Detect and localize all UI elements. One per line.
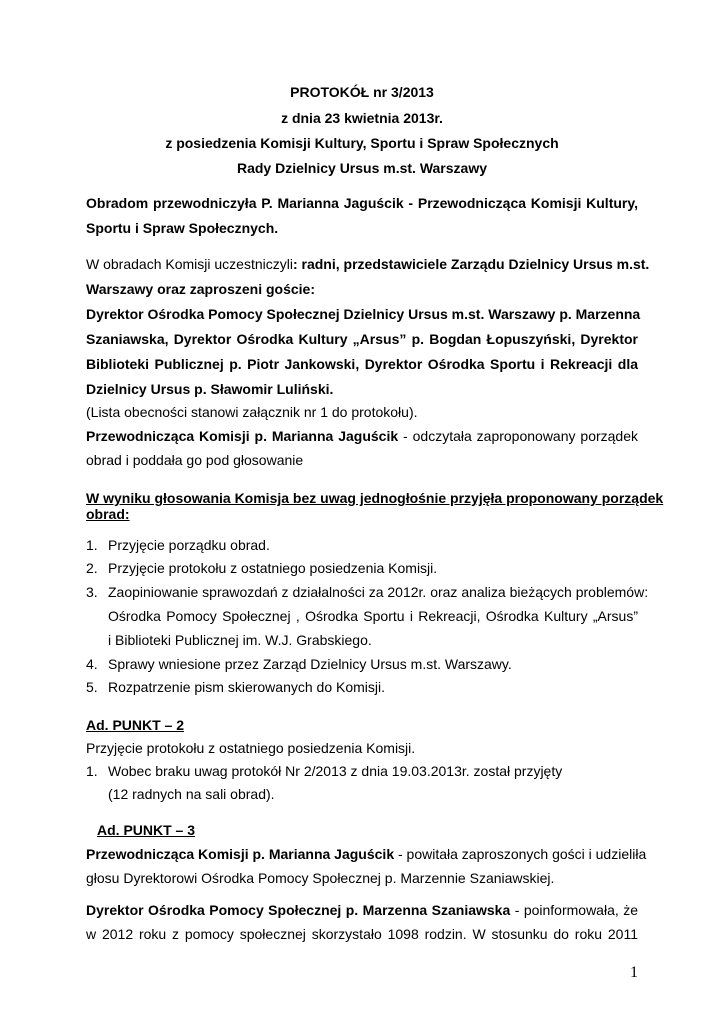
agenda-item-2: Przyjęcie protokołu z ostatniego posiedzenia Komisji.	[108, 560, 438, 576]
participants-line-6: Dzielnicy Ursus p. Sławomir Luliński.	[86, 381, 334, 397]
protocol-committee: z posiedzenia Komisji Kultury, Sportu i Spraw Społecznych	[165, 135, 559, 151]
punkt-2-heading: Ad. PUNKT – 2	[86, 717, 185, 733]
punkt-2-line-2: Wobec braku uwag protokół Nr 2/2013 z dnia 19.03.2013r. został przyjęty	[108, 763, 563, 779]
agenda-item-3-line-2: Ośrodka Pomocy Społecznej , Ośrodka Sportu i Rekreacji, Ośrodka Kultury „Arsus”	[108, 608, 638, 624]
agenda-item-5: Rozpatrzenie pism skierowanych do Komisji.	[108, 679, 385, 695]
chair-name-2: Przewodnicząca Komisji p. Marianna Jaguścik	[86, 846, 395, 862]
greeting-text: - powitała zaproszonych gości i udzieliła	[394, 846, 647, 862]
punkt-3-p1-line-1	[86, 846, 647, 863]
participants-list-start: : radni, przedstawiciele Zarządu Dzielnicy Ursus m.st.	[292, 256, 650, 272]
participants-line-5: Biblioteki Publicznej p. Piotr Jankowski, Dyrektor Ośrodka Sportu i Rekreacji dla	[86, 356, 638, 372]
agenda-item-4: Sprawy wniesione przez Zarząd Dzielnicy Ursus m.st. Warszawy.	[108, 656, 512, 672]
agenda-intro-line-1	[86, 428, 638, 445]
agenda-item-4-number: 4.	[86, 656, 98, 672]
agenda-item-3-line-3: i Biblioteki Publicznej im. W.J. Grabskiego.	[108, 632, 372, 648]
agenda-intro-text: - odczytała zaproponowany porządek	[398, 428, 639, 444]
punkt-2-line-3: (12 radnych na sali obrad).	[108, 786, 275, 802]
agenda-item-3-number: 3.	[86, 584, 98, 600]
punkt-2-line-1: Przyjęcie protokołu z ostatniego posiedzenia Komisji.	[86, 740, 416, 756]
protocol-council: Rady Dzielnicy Ursus m.st. Warszawy	[236, 160, 488, 176]
page-number: 1	[630, 964, 638, 981]
participants-line-1	[86, 256, 650, 273]
vote-result-line-1: W wyniku głosowania Komisja bez uwag jednogłośnie przyjęła proponowany porządek	[86, 490, 664, 506]
participants-line-3: Dyrektor Ośrodka Pomocy Społecznej Dzielnicy Ursus m.st. Warszawy p. Marzenna	[86, 306, 641, 322]
punkt-3-heading: Ad. PUNKT – 3	[97, 822, 196, 838]
attendance-note: (Lista obecności stanowi załącznik nr 1 do protokołu).	[86, 404, 418, 420]
punkt-2-item-number: 1.	[86, 763, 98, 779]
protocol-date: z dnia 23 kwietnia 2013r.	[281, 110, 443, 126]
agenda-item-5-number: 5.	[86, 679, 98, 695]
participants-line-2: Warszawy oraz zaproszeni goście:	[86, 281, 315, 297]
protocol-title: PROTOKÓŁ nr 3/2013	[290, 84, 434, 100]
vote-result-line-2: obrad:	[86, 506, 130, 522]
chair-name: Przewodnicząca Komisji p. Marianna Jaguścik	[86, 428, 399, 444]
participants-line-4: Szaniawska, Dyrektor Ośrodka Kultury „Arsus” p. Bogdan Łopuszyński, Dyrektor	[86, 331, 638, 347]
agenda-item-2-number: 2.	[86, 560, 98, 576]
punkt-3-p2-line-2: w 2012 roku z pomocy społecznej skorzystało 1098 rodzin. W stosunku do roku 2011	[86, 926, 638, 942]
agenda-intro-line-2: obrad i poddała go pod głosowanie	[86, 452, 304, 468]
chair-line-2: Sportu i Spraw Społecznych.	[86, 220, 279, 236]
participants-intro: W obradach Komisji uczestniczyli	[86, 256, 293, 272]
director-statement: - poinformowała, że	[510, 902, 638, 918]
punkt-3-p2-line-1	[86, 902, 638, 919]
agenda-item-1-number: 1.	[86, 537, 98, 553]
punkt-3-p1-line-2: głosu Dyrektorowi Ośrodka Pomocy Społecznej p. Marzennie Szaniawskiej.	[86, 870, 555, 886]
agenda-item-3-line-1: Zaopiniowanie sprawozdań z działalności za 2012r. oraz analiza bieżących problemów:	[108, 584, 649, 600]
director-name: Dyrektor Ośrodka Pomocy Społecznej p. Marzenna Szaniawska	[86, 902, 511, 918]
chair-line-1: Obradom przewodniczyła P. Marianna Jaguścik - Przewodnicząca Komisji Kultury,	[86, 195, 638, 211]
agenda-item-1: Przyjęcie porządku obrad.	[108, 537, 270, 553]
